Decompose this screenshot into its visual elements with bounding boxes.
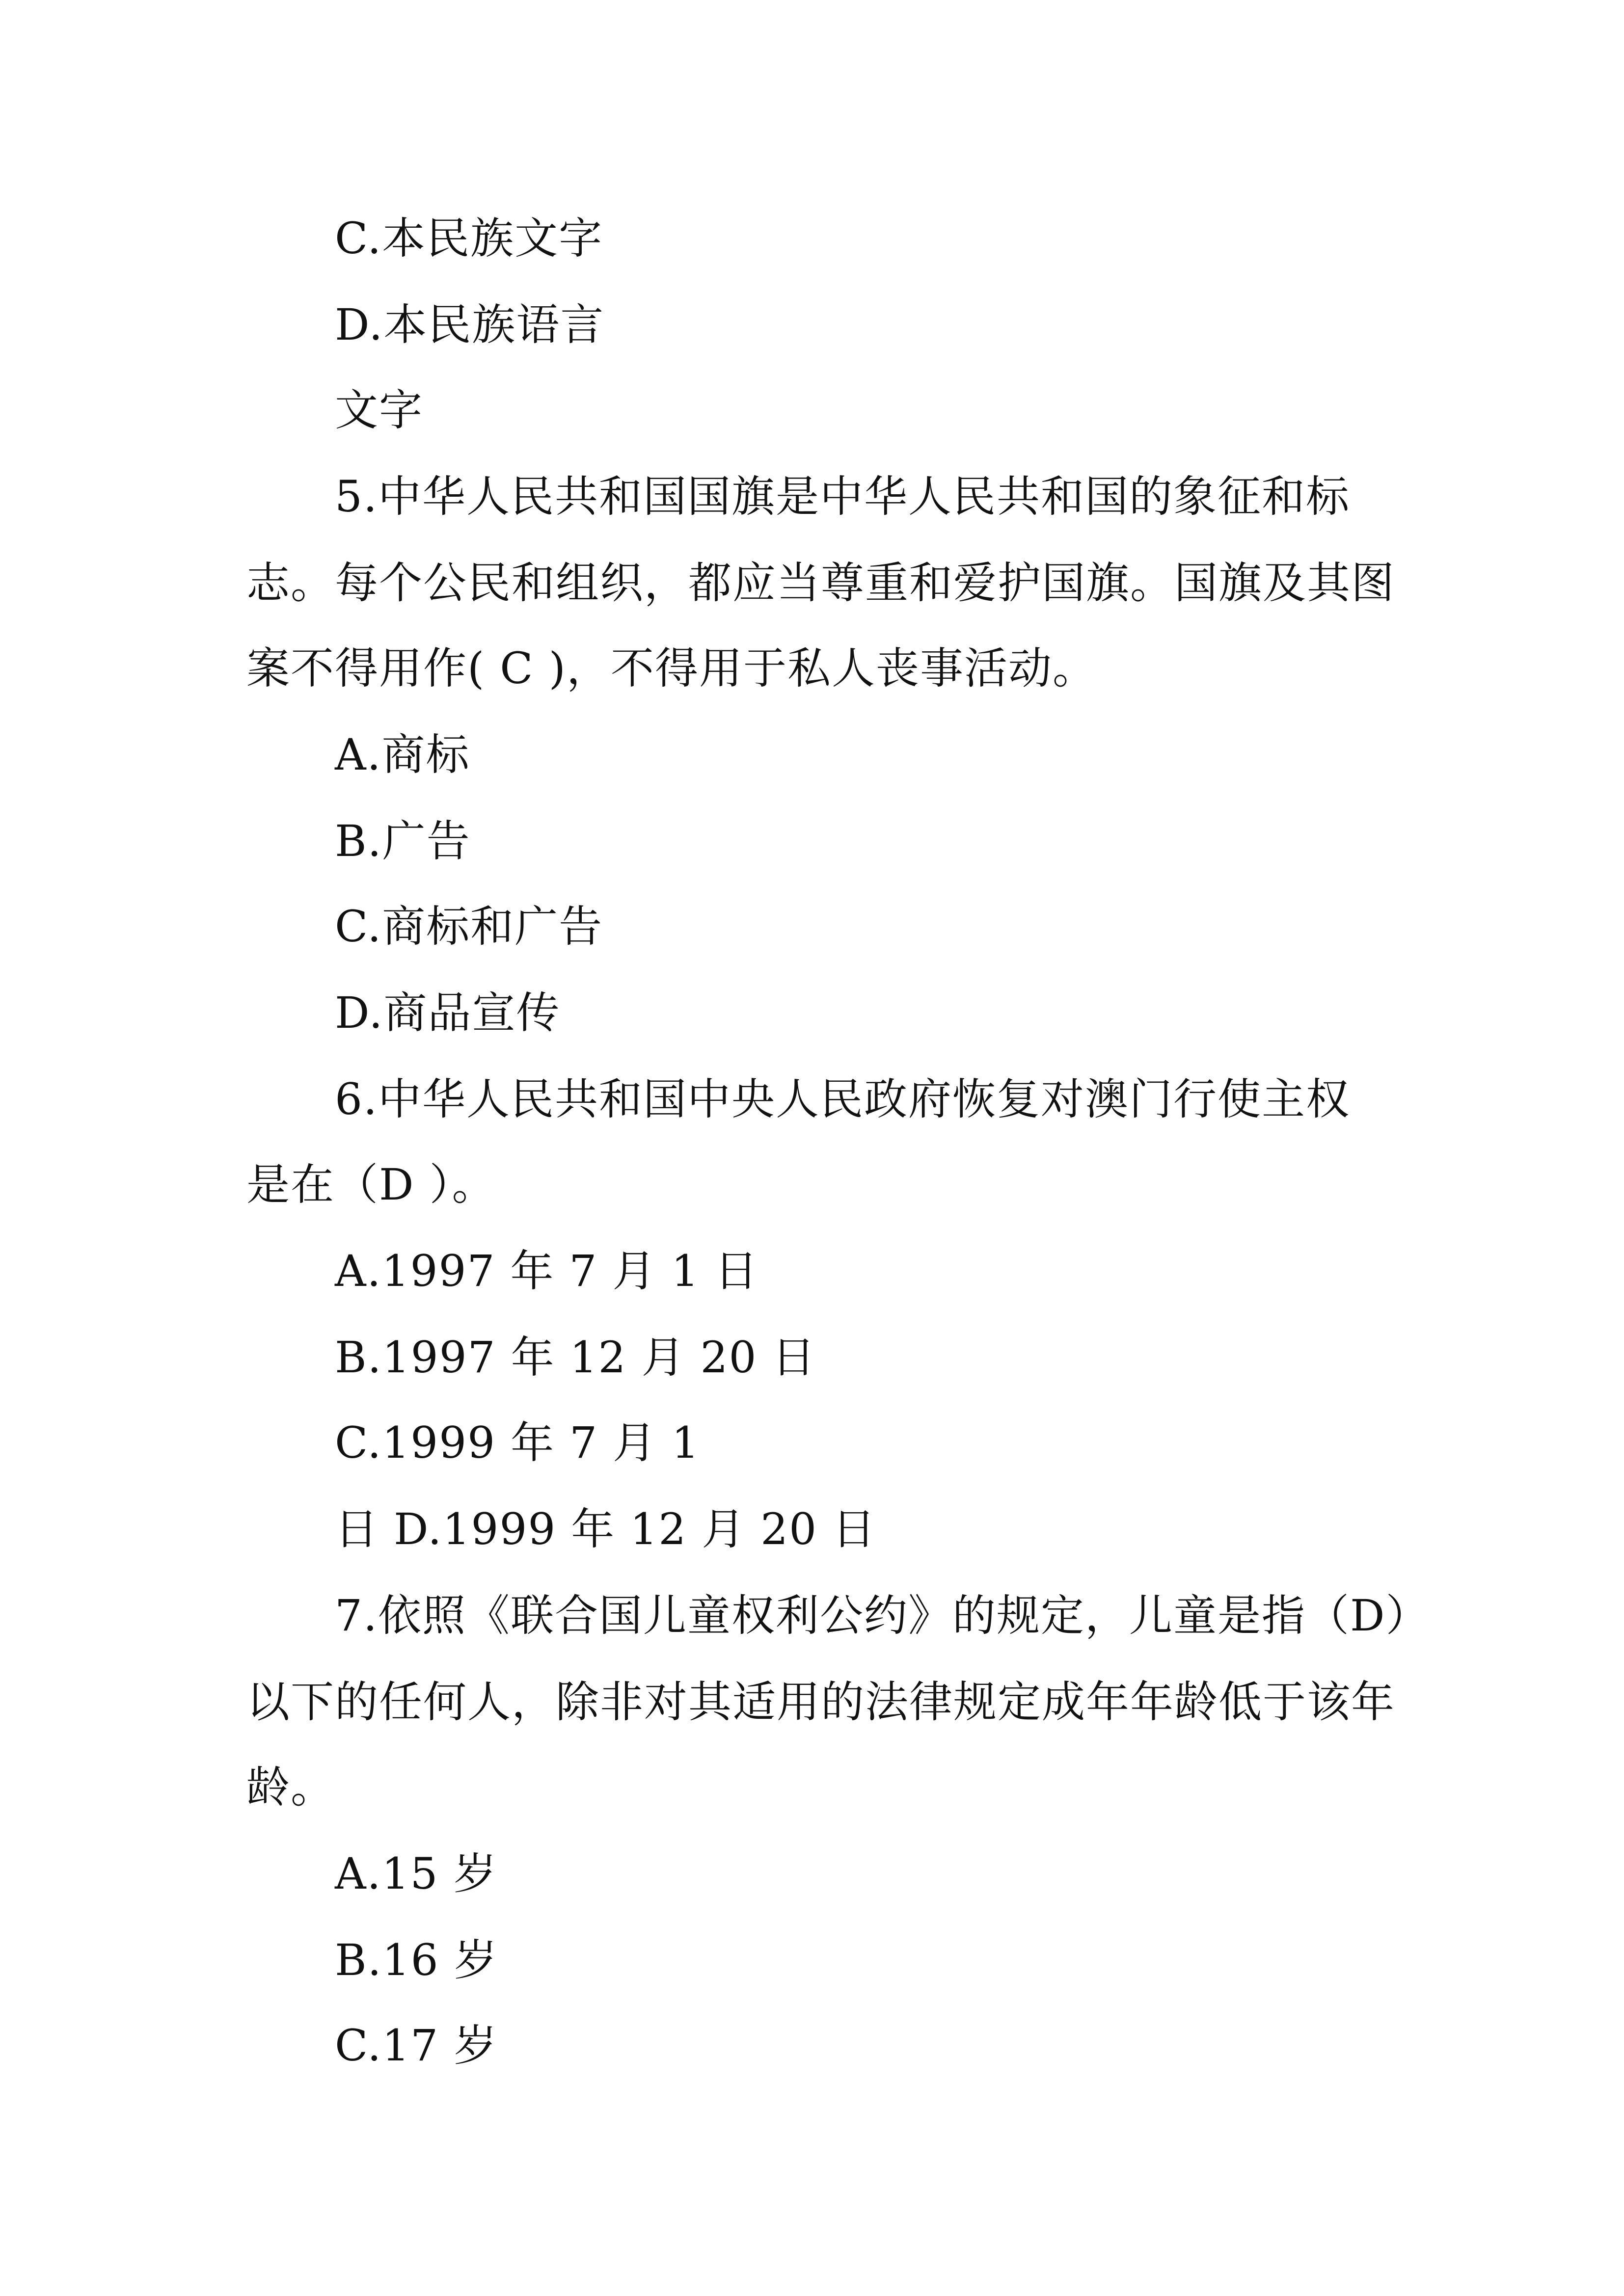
- option-line: B.广告: [335, 816, 471, 866]
- option-line: D.本民族语言: [335, 299, 605, 350]
- question-5-line-2: 志。每个公民和组织，都应当尊重和爱护国旗。国旗及其图: [246, 558, 1396, 608]
- option-line: A.15 岁: [335, 1848, 498, 1899]
- question-6-line-1: 6.中华人民共和国中央人民政府恢复对澳门行使主权: [335, 1074, 1350, 1124]
- option-line: 日 D.1999 年 12 月 20 日: [335, 1504, 877, 1554]
- option-line: C.17 岁: [335, 2020, 498, 2071]
- option-line: D.商品宣传: [335, 988, 561, 1038]
- option-line: C.商标和广告: [335, 901, 603, 952]
- option-line: 文字: [335, 385, 424, 435]
- option-line: B.16 岁: [335, 1935, 498, 1985]
- question-7-line-1: 7.依照《联合国儿童权利公约》的规定，儿童是指（D）: [335, 1590, 1430, 1641]
- option-line: B.1997 年 12 月 20 日: [335, 1332, 816, 1383]
- option-line: A.1997 年 7 月 1 日: [335, 1246, 759, 1296]
- question-6-line-2: 是在（D ）。: [246, 1159, 496, 1210]
- option-line: C.1999 年 7 月 1: [335, 1417, 700, 1468]
- question-5-line-1: 5.中华人民共和国国旗是中华人民共和国的象征和标: [335, 471, 1350, 522]
- question-7-line-3: 龄。: [246, 1762, 335, 1813]
- option-line: A.商标: [335, 729, 470, 780]
- question-5-line-3: 案不得用作( C )，不得用于私人丧事活动。: [246, 643, 1097, 694]
- option-line: C.本民族文字: [335, 213, 603, 264]
- question-7-line-2: 以下的任何人，除非对其适用的法律规定成年年龄低于该年: [246, 1677, 1396, 1727]
